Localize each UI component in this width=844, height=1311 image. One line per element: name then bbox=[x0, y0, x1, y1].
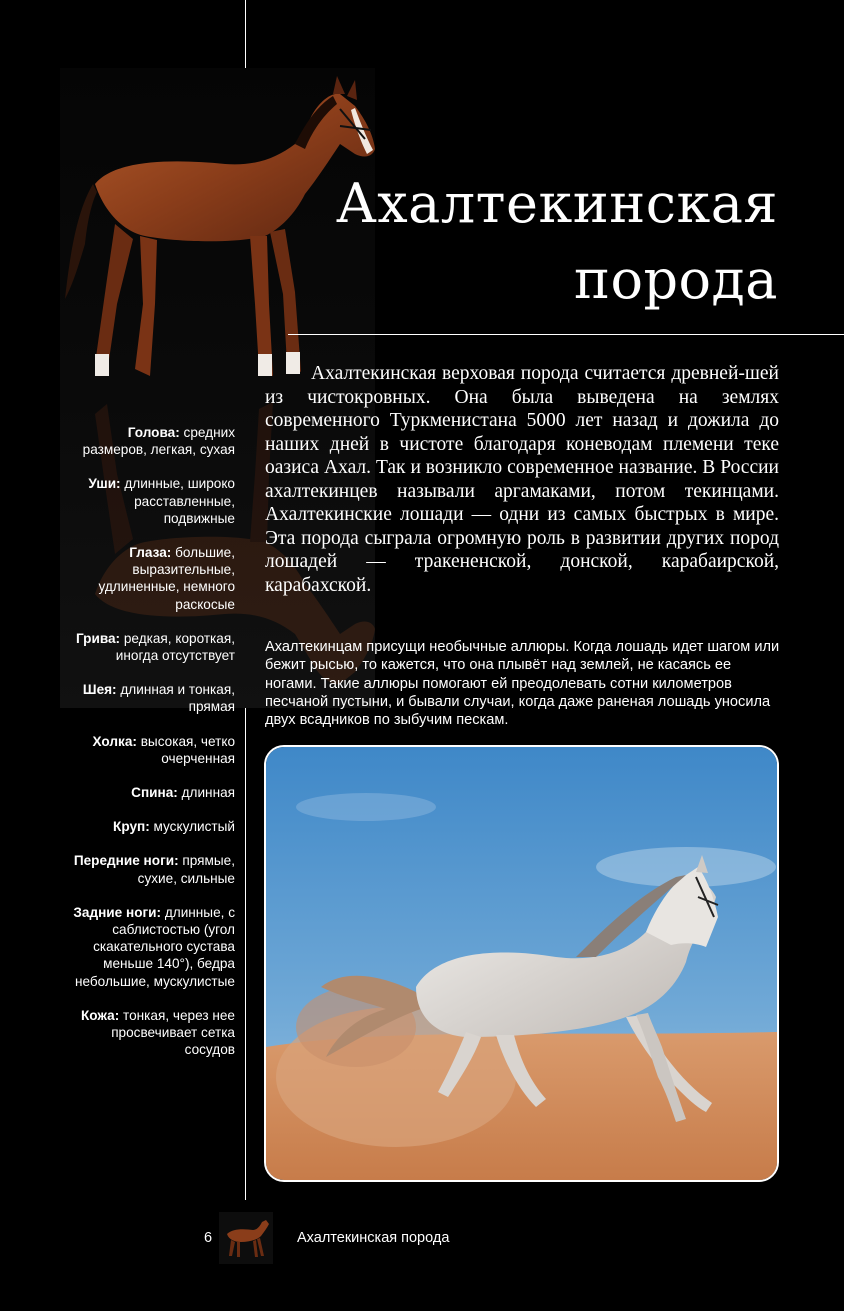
page-title-line2: порода bbox=[573, 248, 778, 311]
page-footer bbox=[0, 1210, 844, 1270]
page-title-line1: Ахалтекинская bbox=[335, 172, 778, 235]
fact-mane: Грива: редкая, короткая, иногда отсутствует bbox=[75, 630, 235, 664]
galloping-horse-image bbox=[266, 747, 777, 1180]
fact-skin: Кожа: тонкая, через нее просвечивает сетка сосудов bbox=[80, 1007, 235, 1058]
fact-eyes: Глаза: большие, выразительные, удлиненные, немного раскосые bbox=[98, 545, 235, 612]
intro-paragraph: Ахалтекинская верховая порода считается древней-шей из чистокровных. Она была выведена на землях современного Туркменистана 5000 лет назад и дожила до наших дней в чистоте благодаря коневодам племени теке оазиса Ахал. Так и возникло современное название. В России ахалтекинцев называли аргамаками, потом текинцами. Ахалтекинские лошади — одни из самых быстрых в мире. Эта порода сыграла огромную роль в развитии других пород лошадей — тракененской, донской, карабаирской, карабахской. bbox=[265, 363, 779, 596]
fact-back: Спина: длинная bbox=[131, 785, 235, 801]
fact-hind-legs: Задние ноги: длинные, с саблистостью (угол скакательного сустава меньше 140°), бедра небольшие, мускулистые bbox=[73, 904, 235, 989]
fact-withers: Холка: высокая, четко очерченная bbox=[92, 733, 235, 766]
page-number: 6 bbox=[204, 1230, 213, 1246]
galloping-horse-photo bbox=[264, 745, 779, 1182]
gait-paragraph: Ахалтекинцам присущи необычные аллюры. Когда лошадь идет шагом или бежит рысью, то кажется, что она плывёт над землей, не касаясь ее ногами. Такие аллюры помогают ей преодолевать сотни километров песчаной пустыни, и бывали случаи, когда даже раненая лошадь уносила двух всадников по зыбучим пескам. bbox=[265, 639, 780, 729]
fact-front-legs: Передние ноги: прямые, сухие, сильные bbox=[73, 853, 235, 886]
title-underline bbox=[288, 334, 844, 335]
fact-ears: Уши: длинные, широко расставленные, подвижные bbox=[88, 476, 235, 526]
footer-horse-thumbnail bbox=[219, 1212, 273, 1264]
breed-characteristics bbox=[64, 424, 235, 1075]
fact-croup: Круп: мускулистый bbox=[113, 819, 235, 835]
running-title: Ахалтекинская порода bbox=[297, 1230, 450, 1246]
fact-head: Голова: средних размеров, легкая, сухая bbox=[82, 425, 235, 458]
page-title bbox=[336, 166, 778, 318]
fact-neck: Шея: длинная и тонкая, прямая bbox=[82, 682, 235, 715]
